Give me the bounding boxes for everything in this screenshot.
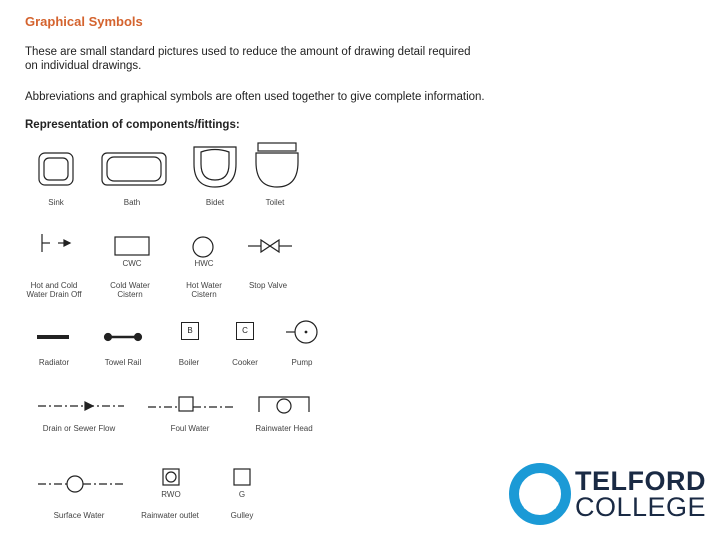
toilet-label: Toilet [265,198,285,207]
hwc-code: HWC [194,259,214,268]
rainwater-outlet-label: Rainwater outlet [141,511,199,520]
rainwater-head-label: Rainwater Head [255,424,313,433]
rainwater-outlet-symbol [162,468,180,486]
bath-label: Bath [123,198,141,207]
bath-symbol [101,152,167,186]
gulley-label: Gulley [230,511,254,520]
bidet-label: Bidet [205,198,225,207]
radiator-symbol [36,334,70,340]
stop-valve-symbol [247,237,293,255]
bidet-symbol [193,146,237,188]
rainwater-head-symbol [258,396,310,414]
pump-symbol [285,320,319,344]
intro-paragraph: These are small standard pictures used to reduce the amount of drawing detail required on individual drawings. [25,46,471,72]
hot-water-cistern-label: Hot Water Cistern [186,281,222,299]
sink-label: Sink [48,198,64,207]
surface-water-label: Surface Water [53,511,105,520]
hot-water-cistern-symbol [191,235,215,259]
foul-water-label: Foul Water [170,424,210,433]
g-code: G [238,490,246,499]
boiler-label: Boiler [178,358,200,367]
page-title: Graphical Symbols [25,14,143,29]
toilet-symbol [255,142,299,188]
gulley-symbol [233,468,251,486]
note-paragraph: Abbreviations and graphical symbols are often used together to give complete information. [25,91,485,103]
logo-text-line1: TELFORD [575,466,706,496]
cwc-code: CWC [122,259,142,268]
boiler-code: B [187,326,193,335]
towel-rail-symbol [104,332,142,342]
section-heading: Representation of components/fittings: [25,119,240,131]
radiator-label: Radiator [38,358,70,367]
sink-symbol [38,152,74,186]
stop-valve-label: Stop Valve [248,281,288,290]
drain-off-label: Hot and Cold Water Drain Off [26,281,82,299]
cold-water-cistern-symbol [114,236,150,256]
towel-rail-label: Towel Rail [104,358,142,367]
cold-water-cistern-label: Cold Water Cistern [110,281,150,299]
foul-water-symbol [147,396,235,412]
cooker-code: C [242,326,248,335]
drain-sewer-flow-symbol [37,400,125,412]
drain-sewer-flow-label: Drain or Sewer Flow [42,424,116,433]
rwo-code: RWO [161,490,181,499]
boiler-symbol [181,322,199,340]
pump-label: Pump [291,358,313,367]
college-logo-icon [508,462,572,526]
cooker-symbol [236,322,254,340]
drain-off-symbol [38,233,74,253]
surface-water-symbol [37,474,125,494]
cooker-label: Cooker [232,358,258,367]
logo-text-line2: COLLEGE [575,492,707,522]
